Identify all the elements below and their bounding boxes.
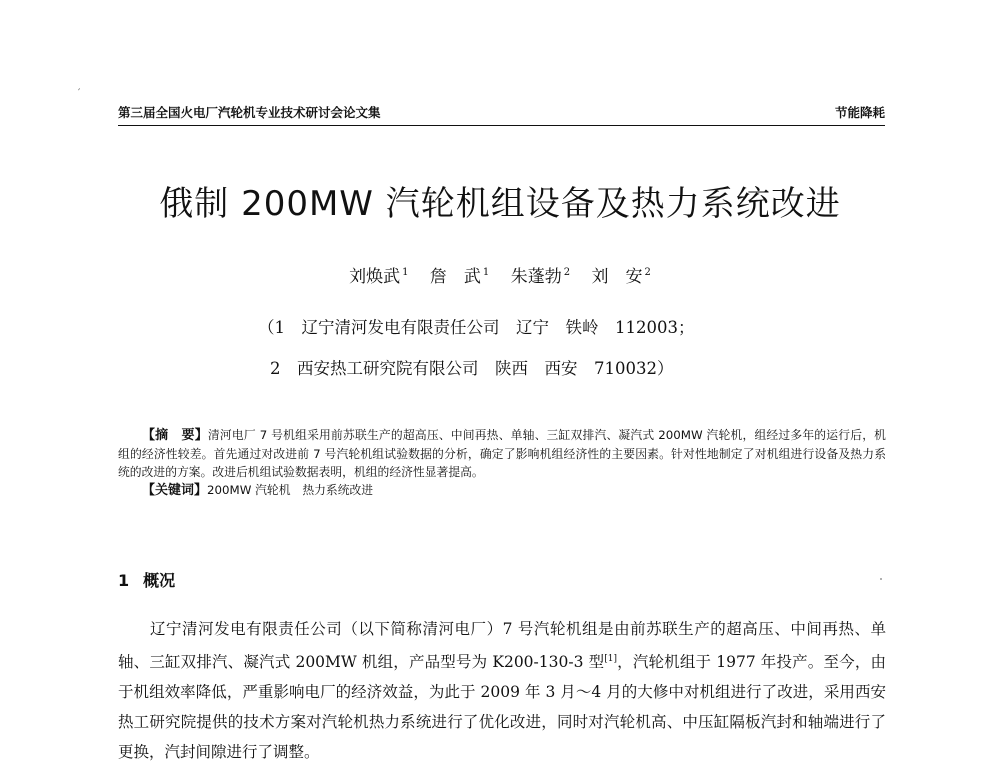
section-number: 1 — [118, 571, 130, 590]
body-text-part-1: 辽宁清河发电有限责任公司（以下简称清河电厂）7 号汽轮机组是由前苏联生产的超高压、中间再热、单轴、三缸双排汽、凝汽式 200MW 机组，产品型号为 K200-130-3 型 — [118, 620, 886, 671]
keywords-text: 200MW 汽轮机 热力系统改进 — [207, 483, 374, 497]
author-name: 刘焕武 — [349, 267, 401, 287]
author — [511, 267, 570, 287]
author-list — [0, 262, 1000, 287]
author-affiliation-mark: 1 — [402, 267, 409, 278]
author-affiliation-mark: 2 — [644, 267, 651, 278]
abstract-label: 【摘 要】 — [142, 428, 208, 443]
author — [349, 267, 408, 287]
affiliation-1: （1 辽宁清河发电有限责任公司 辽宁 铁岭 112003； — [258, 318, 695, 337]
author-name: 朱蓬勃 — [510, 267, 562, 287]
author — [430, 267, 489, 287]
citation-ref: [1] — [604, 654, 617, 664]
body-paragraph — [118, 614, 886, 767]
running-header — [118, 101, 885, 126]
section-heading — [118, 568, 175, 591]
paper-title: 俄制 200MW 汽轮机组设备及热力系统改进 — [159, 184, 841, 224]
body-text — [118, 614, 886, 767]
header-section-label: 节能降耗 — [834, 105, 885, 120]
author-name: 詹 武 — [429, 267, 481, 287]
abstract-paragraph — [118, 426, 886, 481]
author — [591, 267, 650, 287]
scan-speck — [880, 578, 882, 580]
author-affiliation-mark: 2 — [563, 267, 571, 278]
affiliation-2: 2 西安热工研究院有限公司 陕西 西安 710032） — [270, 359, 674, 378]
author-name: 刘 安 — [591, 267, 643, 287]
abstract-text: 清河电厂 7 号机组采用前苏联生产的超高压、中间再热、单轴、三缸双排汽、凝汽式 200MW 汽轮机，组经过多年的运行后，机组的经济性较差。首先通过对改进前 7 号汽轮机组试验数据的分析，确定了影响机组经济性的主要因素。针对性地制定了对机组进行设备及热力系统的改进的方案。改进后机组试验数据表明，机组的经济性显著提高。 — [118, 428, 886, 479]
scan-mark: ′ — [78, 88, 81, 99]
section-title: 概况 — [143, 571, 176, 590]
abstract-block — [118, 426, 886, 500]
body-text-part-2: ，汽轮机组于 1977 年投产。至今，由于机组效率降低，严重影响电厂的经济效益，为此于 2009 年 3 月～4 月的大修中对机组进行了改进，采用西安热工研究院提供的技术方案对汽轮机热力系统进行了优化改进，同时对汽轮机高、中压缸隔板汽封和轴端进行了更换，汽封间隙进行了调整。 — [118, 653, 886, 761]
author-affiliation-mark: 1 — [482, 267, 490, 278]
keywords-paragraph — [118, 481, 886, 500]
keywords-label: 【关键词】 — [142, 483, 208, 498]
header-proceedings-title: 第三届全国火电厂汽轮机专业技术研讨会论文集 — [118, 105, 381, 120]
